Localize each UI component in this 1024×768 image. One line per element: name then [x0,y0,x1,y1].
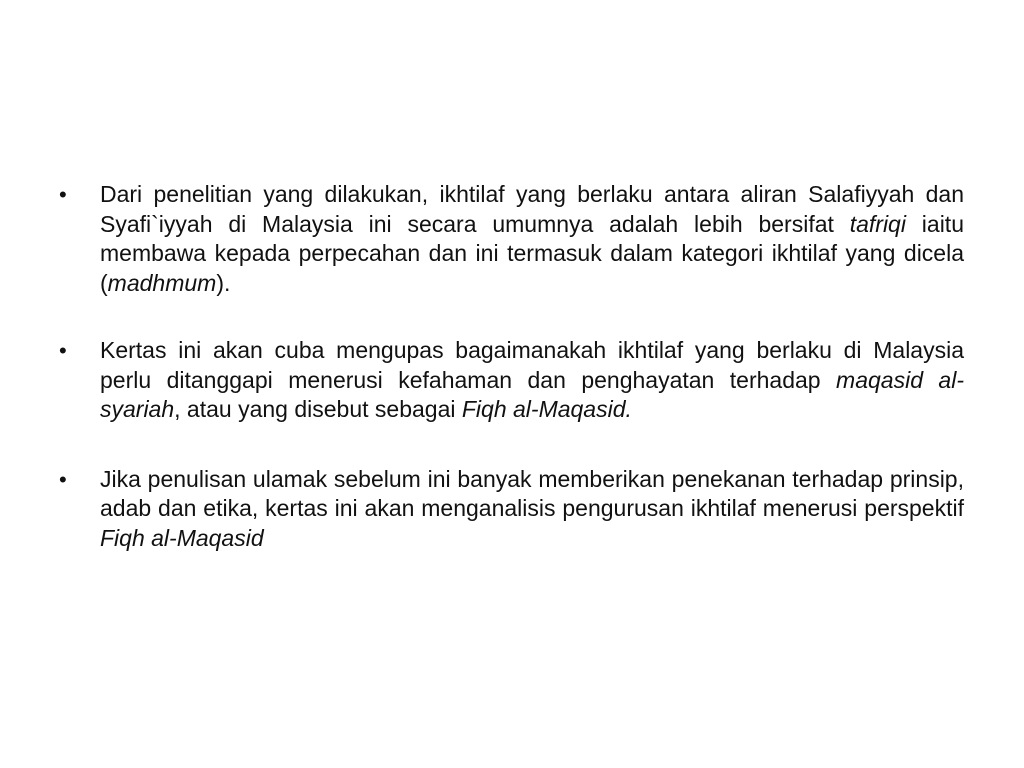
bullet-item-2 [56,336,964,425]
bullet-item-1 [56,180,964,298]
bullet-marker-icon: • [59,182,67,207]
italic-term-fiqh-al-maqasid: Fiqh al-Maqasid. [461,396,632,422]
bullet-list [56,180,964,591]
bullet-text-segment: Dari penelitian yang dilakukan, ikhtilaf yang berlaku antara aliran Salafiyyah dan Syafi`iyyah di Malaysia ini secara umumnya adalah lebih bersifat [100,181,964,237]
italic-term-madhmum: madhmum [107,269,217,296]
bullet-item-3 [56,465,964,554]
bullet-text-segment: , atau yang disebut sebagai [174,396,462,422]
bullet-marker-icon: • [59,466,67,492]
italic-term-tafriqi: tafriqi [849,210,906,237]
bullet-text-segment: ). [216,269,231,296]
bullet-text-segment: Jika penulisan ulamak sebelum ini banyak memberikan penekanan terhadap prinsip, adab dan etika, kertas ini akan menganalisis pengurusan ikhtilaf menerusi perspektif [100,465,964,521]
italic-term-maqasid-al-syariah: maqasid al-syariah [100,366,964,422]
bullet-marker-icon: • [59,338,67,363]
bullet-text-segment: iaitu membawa kepada perpecahan dan ini termasuk dalam kategori ikhtilaf yang dicela ( [100,210,964,296]
italic-term-fiqh-al-maqasid: Fiqh al-Maqasid [100,524,264,551]
bullet-text-segment: Kertas ini akan cuba mengupas bagaimanakah ikhtilaf yang berlaku di Malaysia perlu ditanggapi menerusi kefahaman dan penghayatan terhadap [100,337,964,393]
